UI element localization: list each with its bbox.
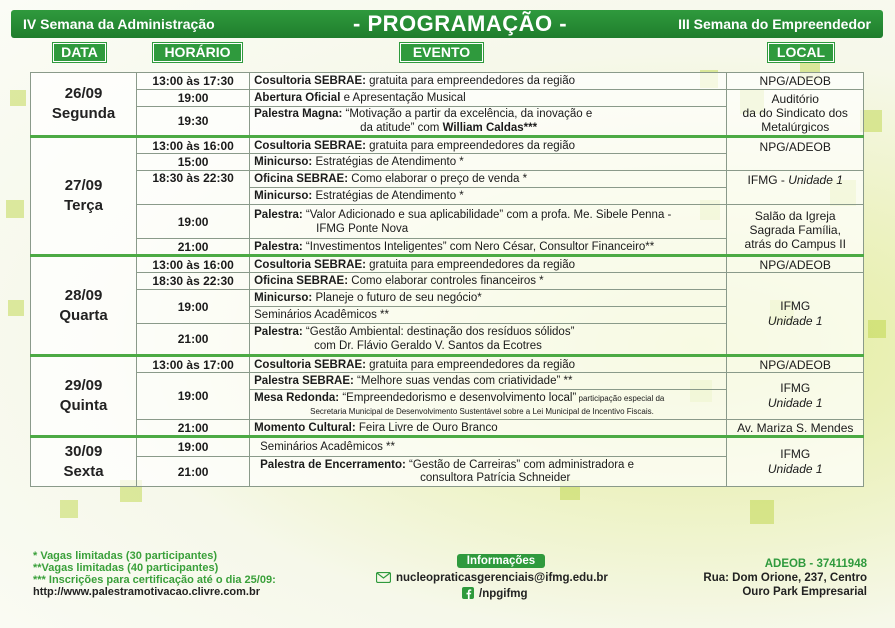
time-cell: 13:00 às 17:00 [137, 356, 250, 373]
footnote: *** Inscrições para certificação até o dia 25/09: [33, 574, 276, 586]
event-cell: Momento Cultural: Feira Livre de Ouro Branco [250, 420, 727, 437]
day-cell: 26/09 Segunda [31, 73, 137, 137]
time-cell: 21:00 [137, 420, 250, 437]
day-cell: 28/09 Quarta [31, 256, 137, 356]
footnotes [33, 550, 276, 598]
header-time: HORÁRIO [153, 43, 242, 62]
header-date: DATA [53, 43, 106, 62]
time-cell: 19:00 [137, 290, 250, 324]
time-cell: 21:00 [137, 239, 250, 256]
location-cell: IFMG Unidade 1 [727, 273, 864, 356]
banner-left-title: IV Semana da Administração [23, 16, 215, 32]
time-cell: 19:00 [137, 90, 250, 107]
event-cell: Abertura Oficial e Apresentação Musical [250, 90, 727, 107]
email-contact[interactable]: nucleopraticasgerenciais@ifmg.edu.br [376, 572, 608, 584]
event-cell: Mesa Redonda: “Empreendedorismo e desenvolvimento local” participação especial da Secretaria Municipal de Desenvolvimento Sustentável sobre a Lei Municipal de Incentivo Fiscais. [250, 390, 727, 420]
registration-link[interactable]: http://www.palestramotivacao.clivre.com.br [33, 586, 260, 598]
address-line: Rua: Dom Orione, 237, Centro [703, 572, 867, 584]
day-cell: 27/09 Terça [31, 137, 137, 256]
event-cell: Minicurso: Estratégias de Atendimento * [250, 188, 727, 205]
table-row [31, 256, 864, 273]
day-cell: 29/09 Quinta [31, 356, 137, 437]
table-row [31, 90, 864, 107]
event-cell: Oficina SEBRAE: Como elaborar controles financeiros * [250, 273, 727, 290]
location-cell: NPG/ADEOB [727, 256, 864, 273]
event-cell: Cosultoria SEBRAE: gratuita para empreendedores da região [250, 73, 727, 90]
footnote: * Vagas limitadas (30 participantes) [33, 550, 218, 562]
organizer-info [703, 557, 867, 599]
day-cell: 30/09 Sexta [31, 437, 137, 487]
event-cell: Palestra: “Gestão Ambiental: destinação dos resíduos sólidos” com Dr. Flávio Geraldo V. Santos da Ecotres [250, 324, 727, 356]
table-row [31, 73, 864, 90]
time-cell: 18:30 às 22:30 [137, 171, 250, 205]
info-label: Informações [457, 554, 545, 568]
address-line: Ouro Park Empresarial [742, 586, 867, 598]
table-row [31, 273, 864, 290]
event-cell: Cosultoria SEBRAE: gratuita para empreendedores da região [250, 256, 727, 273]
table-row [31, 171, 864, 188]
envelope-icon [376, 572, 391, 583]
event-cell: Palestra: “Investimentos Inteligentes” com Nero César, Consultor Financeiro** [250, 239, 727, 256]
time-cell: 13:00 às 16:00 [137, 256, 250, 273]
time-cell: 13:00 às 16:00 [137, 137, 250, 154]
table-row [31, 356, 864, 373]
location-cell: IFMG Unidade 1 [727, 437, 864, 487]
schedule-table [30, 72, 864, 487]
event-cell: Palestra SEBRAE: “Melhore suas vendas com criatividade” ** [250, 373, 727, 390]
time-cell: 21:00 [137, 457, 250, 487]
banner-center-title: - PROGRAMAÇÃO - [353, 11, 568, 36]
location-cell: IFMG - Unidade 1 [727, 171, 864, 205]
table-row [31, 137, 864, 154]
location-cell: Auditório da do Sindicato dos Metalúrgicos [727, 90, 864, 137]
time-cell: 19:00 [137, 373, 250, 420]
title-banner [11, 10, 883, 38]
table-row [31, 373, 864, 390]
location-cell: IFMG Unidade 1 [727, 373, 864, 420]
location-cell: Av. Mariza S. Mendes [727, 420, 864, 437]
event-cell: Seminários Acadêmicos ** [250, 307, 727, 324]
location-cell: Salão da Igreja Sagrada Família, atrás do Campus II [727, 205, 864, 256]
facebook-contact[interactable]: /npgifmg [462, 587, 528, 600]
event-cell: Cosultoria SEBRAE: gratuita para empreendedores da região [250, 356, 727, 373]
header-location: LOCAL [768, 43, 834, 62]
event-cell: Seminários Acadêmicos ** [250, 437, 727, 457]
banner-right-title: III Semana do Empreendedor [678, 16, 871, 32]
table-row [31, 420, 864, 437]
header-event: EVENTO [400, 43, 483, 62]
table-row [31, 205, 864, 239]
time-cell: 19:00 [137, 205, 250, 239]
table-row [31, 437, 864, 457]
location-cell: NPG/ADEOB [727, 137, 864, 171]
organizer-phone: ADEOB - 37411948 [764, 558, 867, 570]
time-cell: 18:30 às 22:30 [137, 273, 250, 290]
event-cell: Oficina SEBRAE: Como elaborar o preço de venda * [250, 171, 727, 188]
footnote: **Vagas limitadas (40 participantes) [33, 562, 219, 574]
facebook-icon [462, 587, 474, 599]
event-cell: Palestra Magna: “Motivação a partir da excelência, da inovação e da atitude” com William Caldas*** [250, 107, 727, 137]
event-cell: Palestra: “Valor Adicionado e sua aplicabilidade” com a profa. Me. Sibele Penna - IFMG Ponte Nova [250, 205, 727, 239]
event-cell: Minicurso: Planeje o futuro de seu negócio* [250, 290, 727, 307]
time-cell: 15:00 [137, 154, 250, 171]
event-cell: Palestra de Encerramento: “Gestão de Carreiras” com administradora e consultora Patrícia Schneider [250, 457, 727, 487]
time-cell: 21:00 [137, 324, 250, 356]
location-cell: NPG/ADEOB [727, 73, 864, 90]
time-cell: 19:30 [137, 107, 250, 137]
time-cell: 13:00 às 17:30 [137, 73, 250, 90]
event-cell: Minicurso: Estratégias de Atendimento * [250, 154, 727, 171]
location-cell: NPG/ADEOB [727, 356, 864, 373]
time-cell: 19:00 [137, 437, 250, 457]
event-cell: Cosultoria SEBRAE: gratuita para empreendedores da região [250, 137, 727, 154]
